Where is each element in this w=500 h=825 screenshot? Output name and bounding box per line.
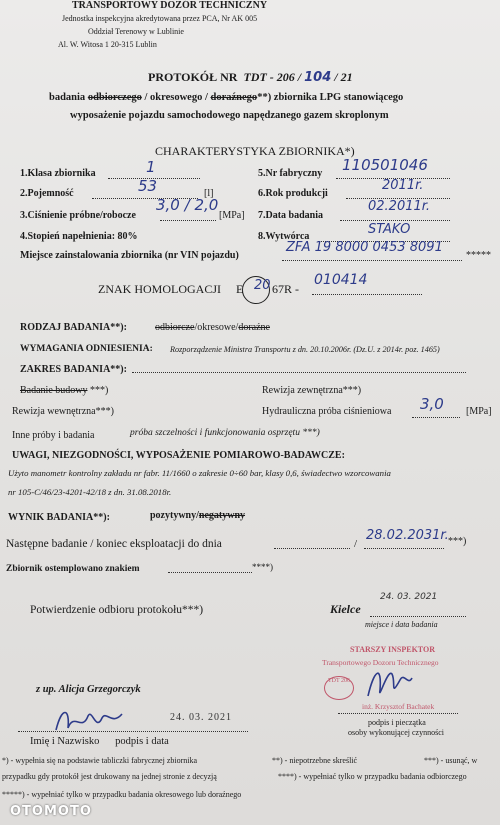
- hydr-unit: [MPa]: [466, 406, 492, 417]
- uwagi-label: UWAGI, NIEZGODNOŚCI, WYPOSAŻENIE POMIAROWO-BADAWCZE:: [12, 450, 345, 461]
- recipient-date: 24. 03. 2021: [170, 712, 232, 723]
- rodzaj-label: RODZAJ BADANIA**):: [20, 322, 127, 333]
- homologation-label: ZNAK HOMOLOGACJI: [98, 282, 221, 296]
- cisnienie-unit: [MPa]: [219, 210, 245, 221]
- protocol-title: PROTOKÓŁ NR TDT - 206 / 104 / 21: [148, 70, 353, 85]
- stamp-line: [338, 712, 458, 714]
- miejsce-field: ZFA 19 8000 0453 8091: [282, 246, 462, 261]
- next-exam-slash: /: [354, 538, 358, 550]
- footnote-1: *) - wypełnia się na podstawie tabliczki fabrycznej zbiornika: [2, 756, 198, 765]
- inspector-signature: [360, 660, 416, 704]
- rok-label: 6.Rok produkcji: [258, 188, 328, 199]
- nr-fab-label: 5.Nr fabryczny: [258, 168, 323, 179]
- stamp-subtitle: Transportowego Dozoru Technicznego: [322, 658, 439, 667]
- wytworca-field: STAKO: [318, 227, 450, 242]
- wymagania-label: WYMAGANIA ODNIESIENIA:: [20, 344, 153, 354]
- data-field: 02.2011r.: [340, 206, 450, 221]
- inne-label: Inne próby i badania: [12, 430, 95, 441]
- place-caption: miejsce i data badania: [365, 620, 438, 629]
- recipient-line: [18, 730, 248, 732]
- footnote-4: przypadku gdy protokół jest drukowany na jednej stronie z decyzją: [2, 772, 217, 781]
- wynik-label: WYNIK BADANIA**):: [8, 512, 110, 523]
- test-zewnetrzna: Rewizja zewnętrzna***): [262, 385, 362, 396]
- stamped-line: [168, 562, 252, 573]
- stopien-label: 4.Stopień napełnienia: 80%: [20, 231, 138, 242]
- data-label: 7.Data badania: [258, 210, 324, 221]
- next-exam-field: 28.02.2031r.: [364, 536, 444, 549]
- pojemnosc-unit: [l]: [204, 188, 214, 199]
- inne-text: próba szczelności i funkcjonowania osprzętu ***): [130, 428, 320, 438]
- test-hydrauliczna: Hydrauliczna próba ciśnieniowa: [262, 406, 392, 417]
- wymagania-text: Rozporządzenie Ministra Transportu z dn. 20.10.2006r. (Dz.U. z 2014r. poz. 1465): [170, 345, 440, 354]
- miejsce-label: Miejsce zainstalowania zbiornika (nr VIN pojazdu): [20, 250, 239, 261]
- recipient-signature: [52, 702, 128, 738]
- characteristics-title: CHARAKTERYSTYKA ZBIORNIKA*): [155, 144, 355, 158]
- footnote-3: ***) - usunąć, w: [424, 756, 478, 765]
- pojemnosc-label: 2.Pojemność: [20, 188, 74, 199]
- next-exam-label: Następne badanie / koniec eksploatacji do dnia: [6, 538, 222, 550]
- cisnienie-field: 3,0 / 2,0: [160, 205, 216, 221]
- nr-fab-field: 110501046: [336, 164, 450, 179]
- stamp-caption2: osoby wykonującej czynności: [348, 728, 444, 737]
- uwagi-line1: Użyto manometr kontrolny zakładu nr fabr. 11/1660 o zakresie 0÷60 bar, klasy 0,6, świadectwo wzorcowania: [8, 468, 391, 478]
- pojemnosc-field: 53: [92, 184, 198, 199]
- confirm-label: Potwierdzenie odbioru protokołu***): [30, 604, 204, 616]
- footnote-5: ****) - wypełniać tylko w przypadku badania odbiorczego: [278, 772, 467, 781]
- stamp-oval: TDT 206: [324, 676, 354, 700]
- stamped-label: Zbiornik ostemplowano znakiem: [6, 564, 140, 574]
- accreditation: Jednostka inspekcyjna akredytowana przez PCA, Nr AK 005: [62, 14, 258, 23]
- address: Al. W. Witosa 1 20-315 Lublin: [58, 40, 157, 49]
- stamp-title: STARSZY INSPEKTOR: [350, 645, 435, 654]
- zakres-line: [132, 371, 466, 373]
- test-wewnetrzna: Rewizja wewnętrzna***): [12, 406, 114, 417]
- zakres-label: ZAKRES BADANIA**):: [20, 364, 127, 375]
- e-mark-number: 20: [254, 278, 271, 293]
- stamp-name: inż. Krzysztof Bachatek: [362, 702, 435, 711]
- homologation-field: 010414: [312, 280, 422, 295]
- hydr-field: 3,0: [412, 403, 460, 418]
- klasa-field: 1: [108, 164, 200, 179]
- protocol-line1: badania odbiorczego / okresowego / doraźnego**) zbiornika LPG stanowiącego: [49, 92, 404, 103]
- org-name: TRANSPORTOWY DOZÓR TECHNICZNY: [72, 0, 268, 11]
- otomoto-watermark: OTOMOTO: [10, 804, 92, 819]
- branch: Oddział Terenowy w Lublinie: [88, 27, 184, 36]
- e-mark-letter: E: [236, 282, 244, 296]
- wytworca-label: 8.Wytwórca: [258, 231, 310, 242]
- miejsce-suffix: *****: [466, 250, 491, 261]
- rok-field: 2011r.: [346, 184, 450, 199]
- cisnienie-label: 3.Ciśnienie próbne/robocze: [20, 210, 136, 221]
- test-budowy: Badanie budowy ***): [20, 385, 109, 396]
- klasa-label: 1.Klasa zbiornika: [20, 168, 96, 179]
- footnote-2: **) - niepotrzebne skreślić: [272, 756, 358, 765]
- recipient-name: z up. Alicja Grzegorczyk: [36, 684, 141, 695]
- protocol-line2: wyposażenie pojazdu samochodowego napędzanego gazem skroplonym: [70, 110, 389, 121]
- recipient-caption: Imię i Nazwisko podpis i data: [30, 736, 169, 747]
- place-city: Kielce: [330, 602, 361, 616]
- next-exam-suffix: ***): [448, 536, 467, 547]
- uwagi-line2: nr 105-C/46/23-4201-42/18 z dn. 31.08.2018r.: [8, 487, 172, 497]
- place-date-field: 24. 03. 2021: [370, 604, 466, 617]
- rodzaj-options: odbiorcze/okresowe/doraźne: [155, 322, 270, 333]
- homologation-code: 67R -: [272, 282, 299, 296]
- stamped-suffix: ****): [252, 562, 273, 572]
- footnote-6: *****) - wypełniać tylko w przypadku badania okresowego lub doraźnego: [2, 790, 242, 799]
- next-exam-line: [274, 536, 350, 549]
- stamp-caption1: podpis i pieczątka: [368, 718, 426, 727]
- wynik-value: pozytywny/negatywny: [150, 510, 246, 521]
